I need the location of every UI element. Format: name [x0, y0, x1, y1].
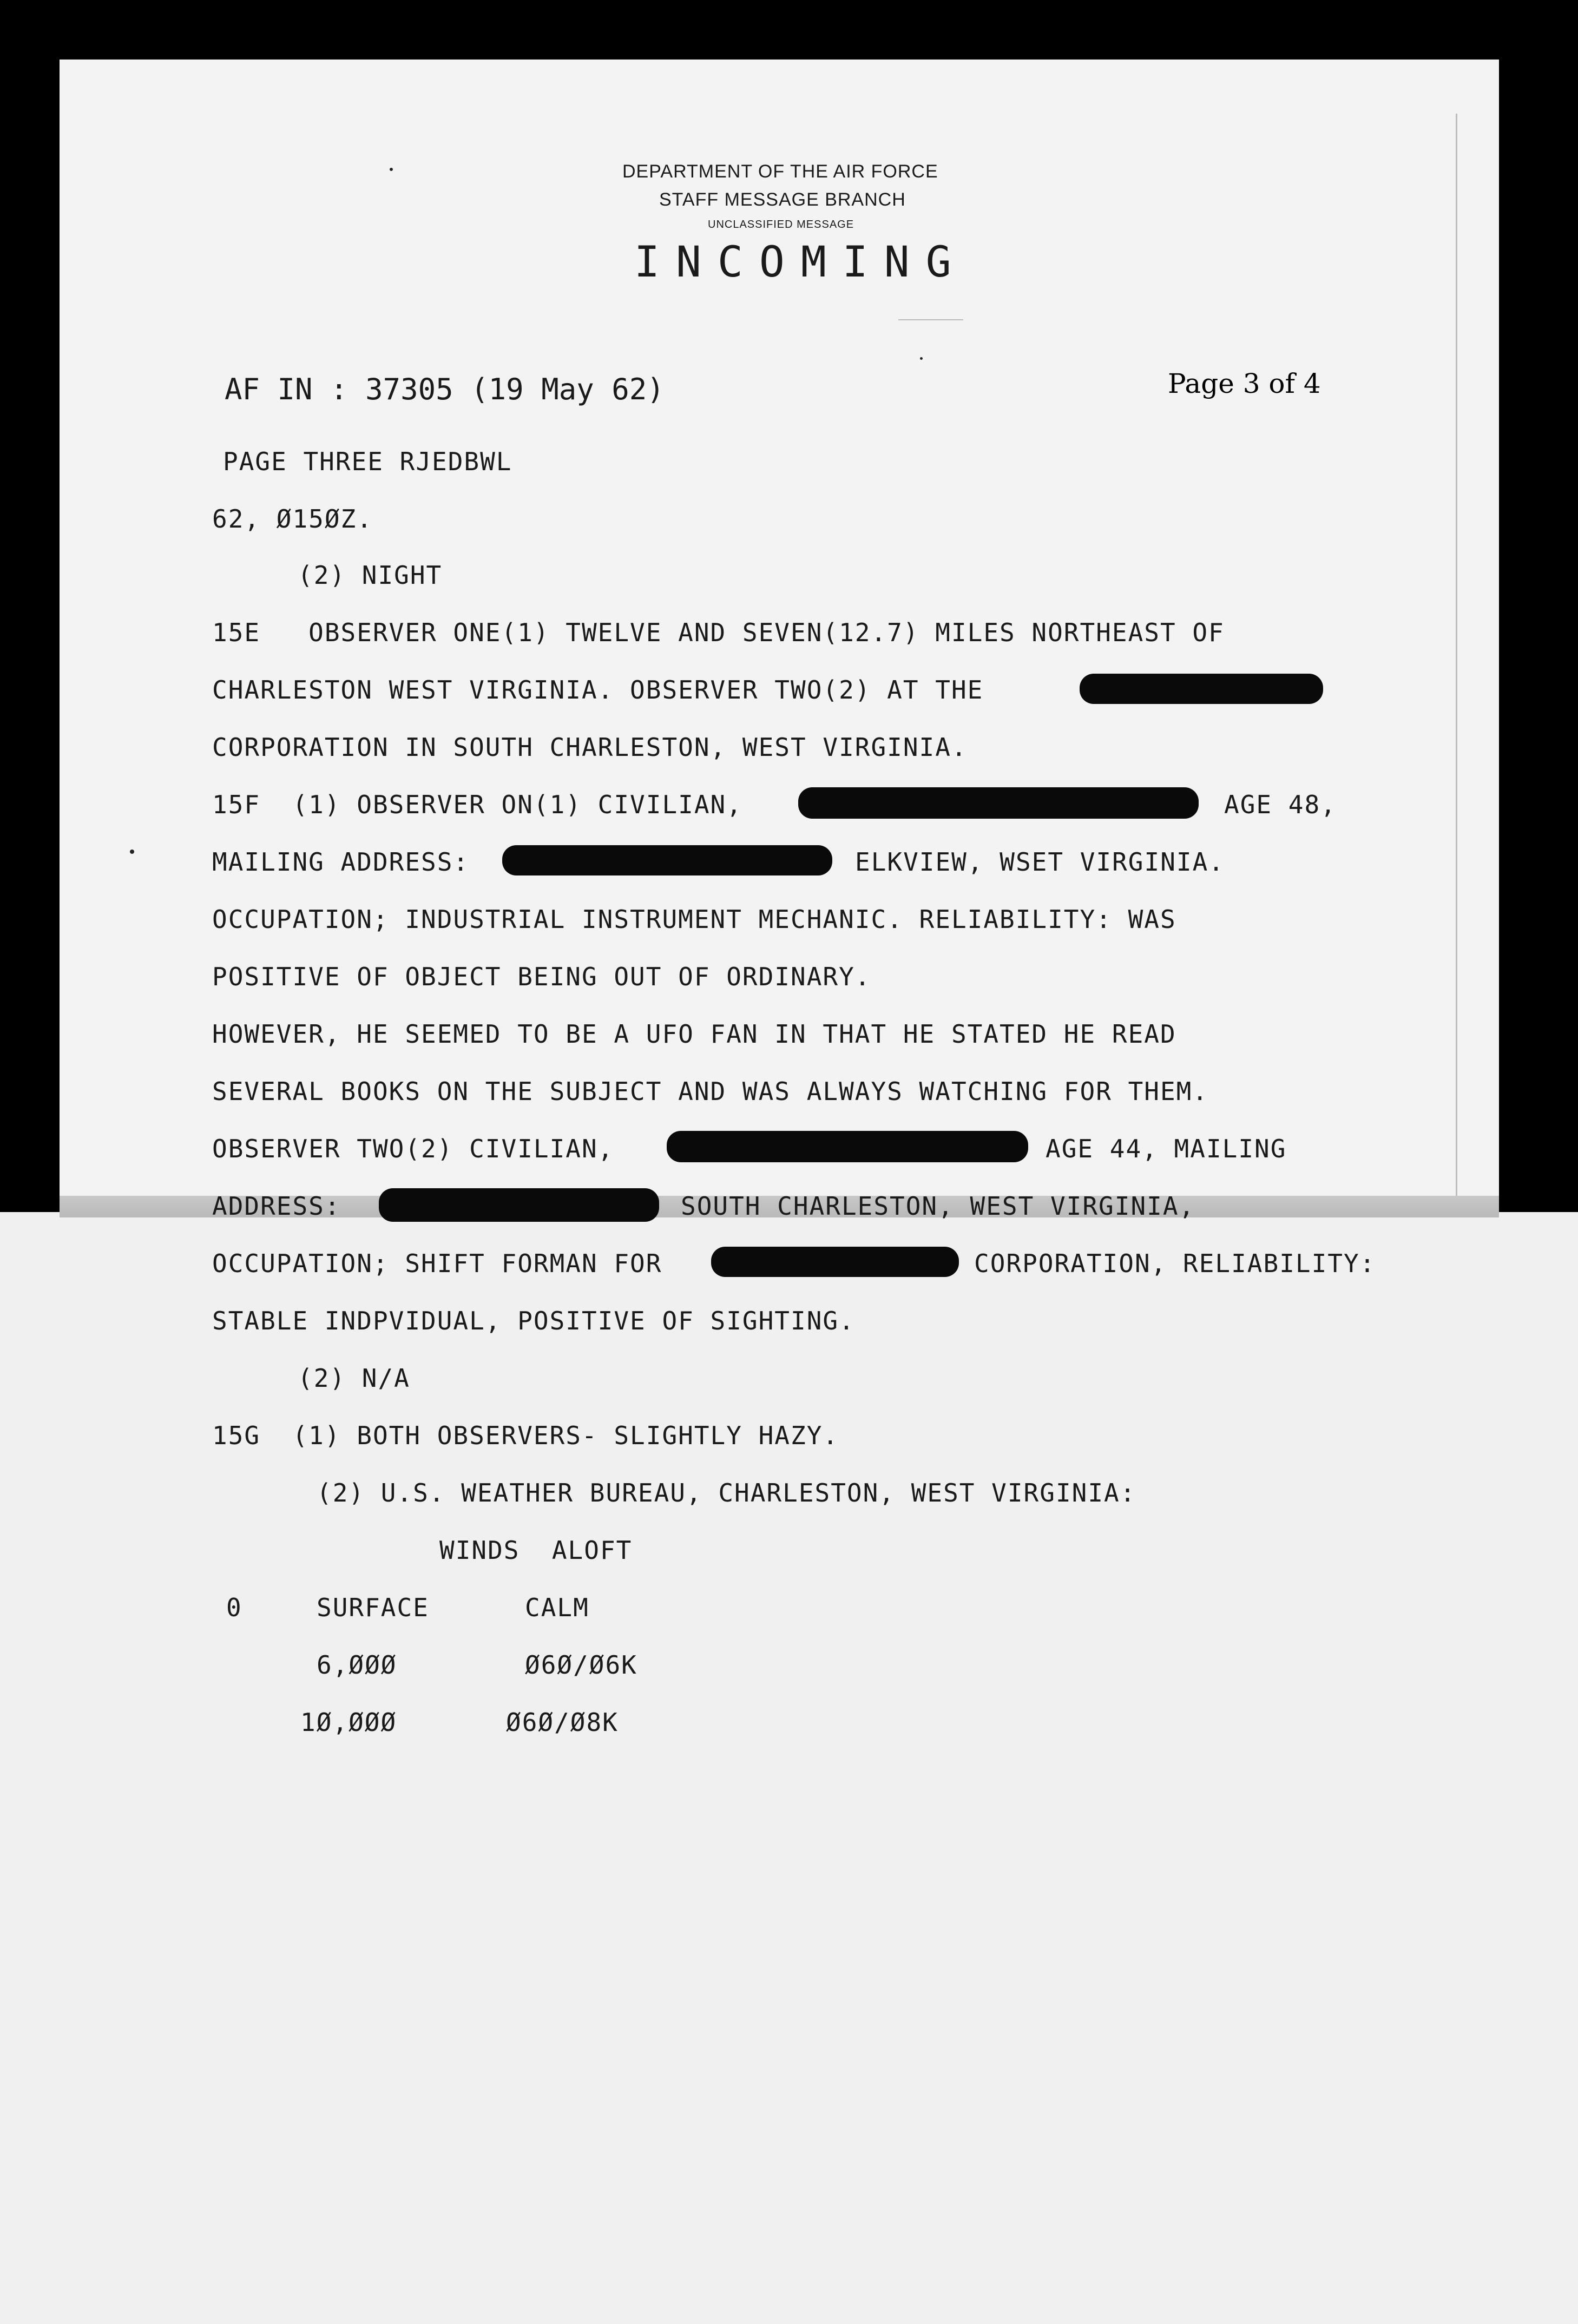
dust-speck	[390, 168, 393, 171]
redaction-bar	[711, 1247, 959, 1277]
text-line: CORPORATION, RELIABILITY:	[974, 1249, 1376, 1278]
text-line: AGE 48,	[1224, 790, 1337, 819]
text-line: 15E OBSERVER ONE(1) TWELVE AND SEVEN(12.7) MILES NORTHEAST OF	[212, 618, 1225, 647]
redaction-bar	[798, 787, 1199, 819]
dust-speck	[130, 850, 134, 854]
text-line: MAILING ADDRESS:	[212, 847, 470, 877]
department-heading: DEPARTMENT OF THE AIR FORCE	[622, 161, 938, 182]
table-cell: 1Ø,ØØØ	[300, 1708, 397, 1737]
header-rule	[898, 319, 963, 320]
table-cell: 6,ØØØ	[317, 1650, 397, 1680]
text-line: ADDRESS:	[212, 1191, 341, 1221]
page-number: Page 3 of 4	[1168, 368, 1321, 399]
page-edge-line	[1456, 114, 1457, 1196]
text-line: STABLE INDPVIDUAL, POSITIVE OF SIGHTING.	[212, 1306, 855, 1335]
branch-heading: STAFF MESSAGE BRANCH	[659, 189, 906, 210]
text-line: ELKVIEW, WSET VIRGINIA.	[855, 847, 1225, 877]
text-line: AGE 44, MAILING	[1046, 1134, 1287, 1163]
table-cell: Ø6Ø/Ø8K	[506, 1708, 619, 1737]
table-cell: CALM	[525, 1593, 589, 1622]
text-line: SEVERAL BOOKS ON THE SUBJECT AND WAS ALWAYS WATCHING FOR THEM.	[212, 1077, 1209, 1106]
text-line: POSITIVE OF OBJECT BEING OUT OF ORDINARY.	[212, 962, 871, 991]
redaction-bar	[502, 845, 832, 875]
text-line: 62, Ø15ØZ.	[212, 504, 373, 534]
redaction-bar	[1080, 674, 1323, 704]
text-line: (2) NIGHT	[298, 561, 443, 590]
table-cell: 0	[226, 1593, 242, 1622]
text-line: 15G (1) BOTH OBSERVERS- SLIGHTLY HAZY.	[212, 1421, 839, 1450]
redaction-bar	[379, 1188, 659, 1222]
redaction-bar	[667, 1131, 1028, 1162]
text-line: PAGE THREE RJEDBWL	[223, 447, 512, 476]
text-line: OCCUPATION; SHIFT FORMAN FOR	[212, 1249, 662, 1278]
dust-speck	[920, 357, 923, 360]
table-cell: SURFACE	[317, 1593, 429, 1622]
text-line: OBSERVER TWO(2) CIVILIAN,	[212, 1134, 614, 1163]
text-line: (2) N/A	[298, 1364, 410, 1393]
text-line: (2) U.S. WEATHER BUREAU, CHARLESTON, WEST VIRGINIA:	[317, 1478, 1136, 1507]
text-line: 15F (1) OBSERVER ON(1) CIVILIAN,	[212, 790, 742, 819]
text-line: CHARLESTON WEST VIRGINIA. OBSERVER TWO(2) AT THE	[212, 675, 984, 705]
classification-label: UNCLASSIFIED MESSAGE	[708, 219, 854, 231]
text-line: HOWEVER, HE SEEMED TO BE A UFO FAN IN THAT HE STATED HE READ	[212, 1019, 1176, 1049]
incoming-title: INCOMING	[634, 238, 968, 287]
text-line: SOUTH CHARLESTON, WEST VIRGINIA,	[681, 1191, 1195, 1221]
lower-sheet	[0, 1212, 1578, 2324]
table-cell: Ø6Ø/Ø6K	[525, 1650, 637, 1680]
af-in-number: AF IN : 37305 (19 May 62)	[225, 372, 665, 406]
table-heading: WINDS ALOFT	[439, 1536, 633, 1565]
text-line: OCCUPATION; INDUSTRIAL INSTRUMENT MECHANIC. RELIABILITY: WAS	[212, 905, 1176, 934]
text-line: CORPORATION IN SOUTH CHARLESTON, WEST VIRGINIA.	[212, 733, 968, 762]
